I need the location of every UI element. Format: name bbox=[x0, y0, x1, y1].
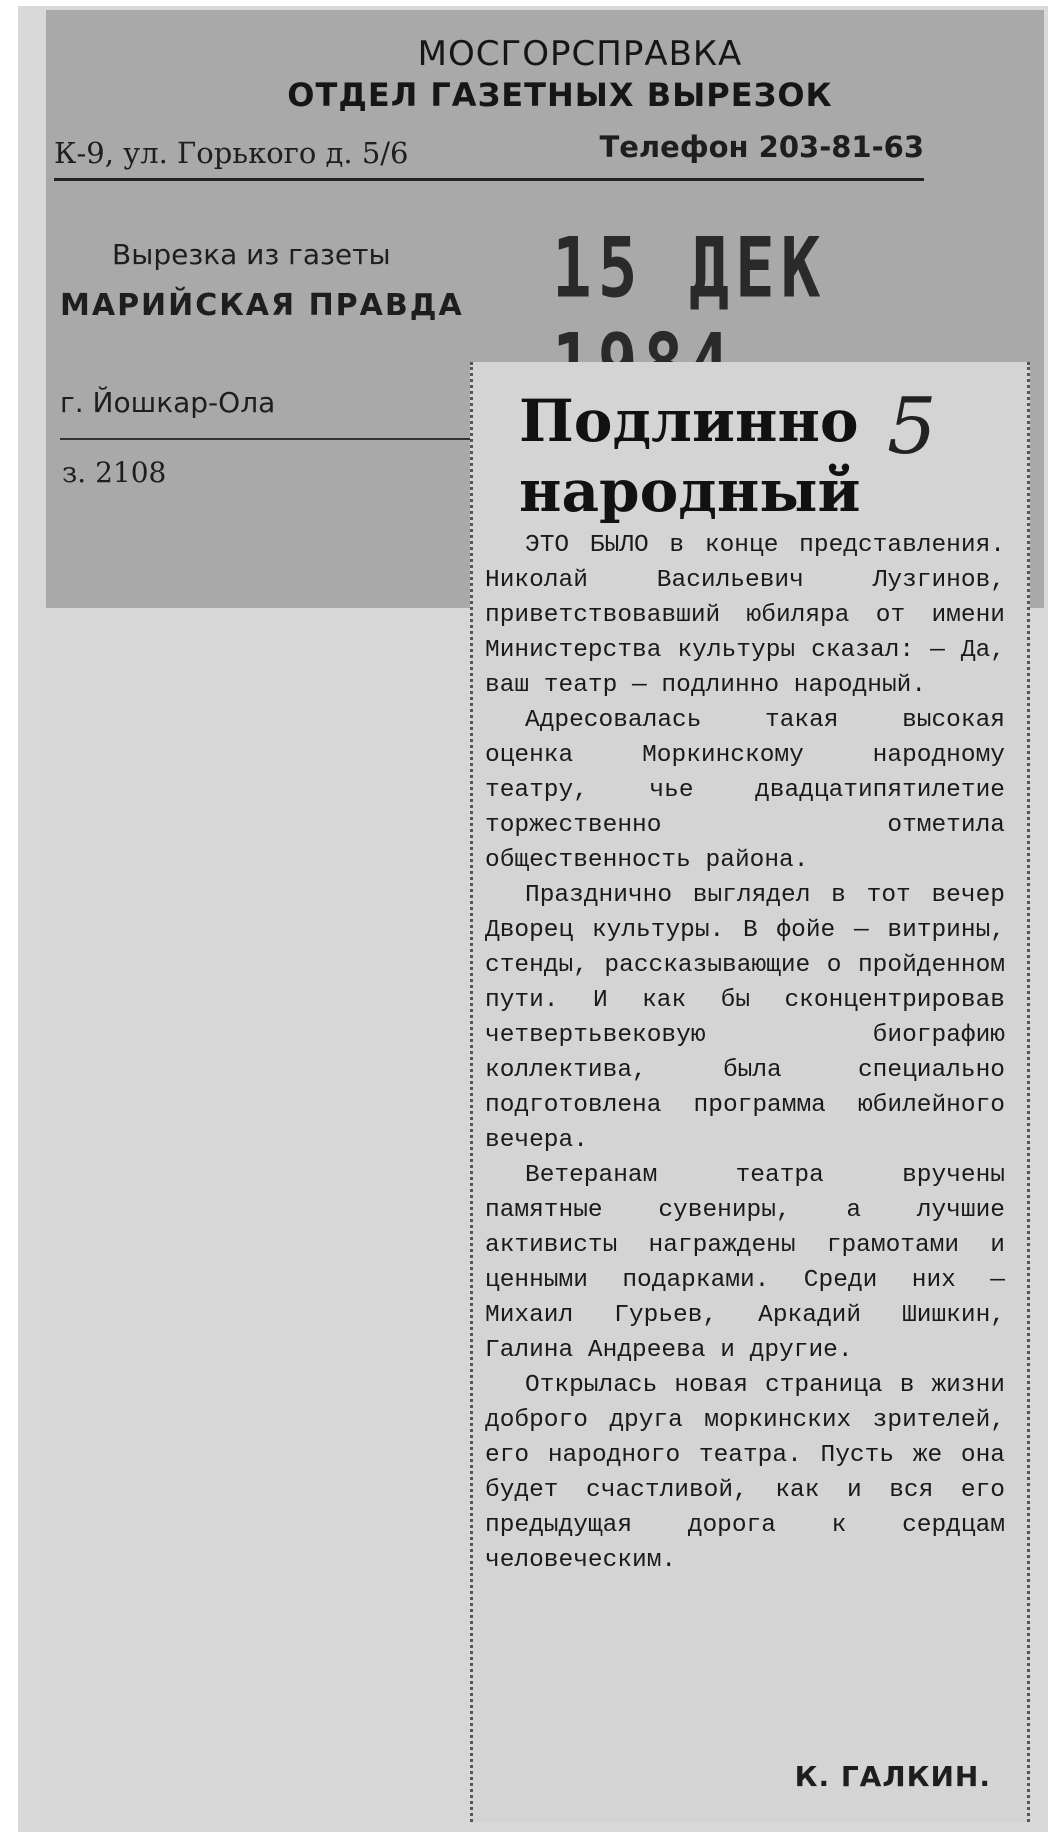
order-number: з. 2108 bbox=[62, 456, 167, 489]
scan-paper-area bbox=[40, 600, 480, 1832]
phone: Телефон 203-81-63 bbox=[599, 130, 924, 164]
author-signature: К. ГАЛКИН. bbox=[794, 1760, 991, 1793]
article-paragraph: ЭТО БЫЛО в конце представления. Николай Васильевич Лузгинов, приветствовавший юбиляра от имени Министерства культуры сказал: — Да, ваш театр — подлинно народный. bbox=[485, 532, 1005, 699]
headline-line: народный bbox=[519, 457, 861, 525]
article-headline bbox=[519, 386, 861, 526]
article-paragraph: Празднично выглядел в тот вечер Дворец культуры. В фойе — витрины, стенды, рассказывающие о пройденном пути. И как бы сконцентрировав четвертьвековую биографию коллектива, была специально подготовлена программа юбилейного вечера. bbox=[485, 882, 1005, 1154]
newspaper-clipping bbox=[470, 362, 1030, 1822]
article-paragraph: Ветеранам театра вручены памятные сувениры, а лучшие активисты награждены грамотами и ценными подарками. Среди них — Михаил Гурьев, Аркадий Шишкин, Галина Андреева и другие. bbox=[485, 1162, 1005, 1364]
article-paragraph: Адресовалась такая высокая оценка Моркинскому народному театру, чье двадцатипятилетие торжественно отметила общественность района. bbox=[485, 707, 1005, 874]
article-paragraph: Открылась новая страница в жизни доброго друга моркинских зрителей, его народного театра. Пусть же она будет счастливой, как и вся его предыдущая дорога к сердцам человеческим. bbox=[485, 1372, 1005, 1574]
address-row bbox=[54, 128, 924, 181]
headline-line: Подлинно bbox=[519, 387, 859, 455]
date-stamp: 15 ДЕК bbox=[552, 220, 827, 317]
agency-name: МОСГОРСПРАВКА bbox=[417, 34, 743, 74]
address: К-9, ул. Горького д. 5/6 bbox=[54, 136, 409, 170]
handwritten-page-number: 5 bbox=[887, 382, 937, 472]
clip-from-label: Вырезка из газеты bbox=[112, 238, 391, 271]
department-name: ОТДЕЛ ГАЗЕТНЫХ ВЫРЕЗОК bbox=[287, 76, 833, 114]
city: г. Йошкар-Ола bbox=[60, 386, 276, 419]
divider bbox=[60, 438, 480, 440]
newspaper-name: МАРИЙСКАЯ ПРАВДА bbox=[60, 288, 464, 323]
article-body bbox=[485, 528, 1005, 1578]
